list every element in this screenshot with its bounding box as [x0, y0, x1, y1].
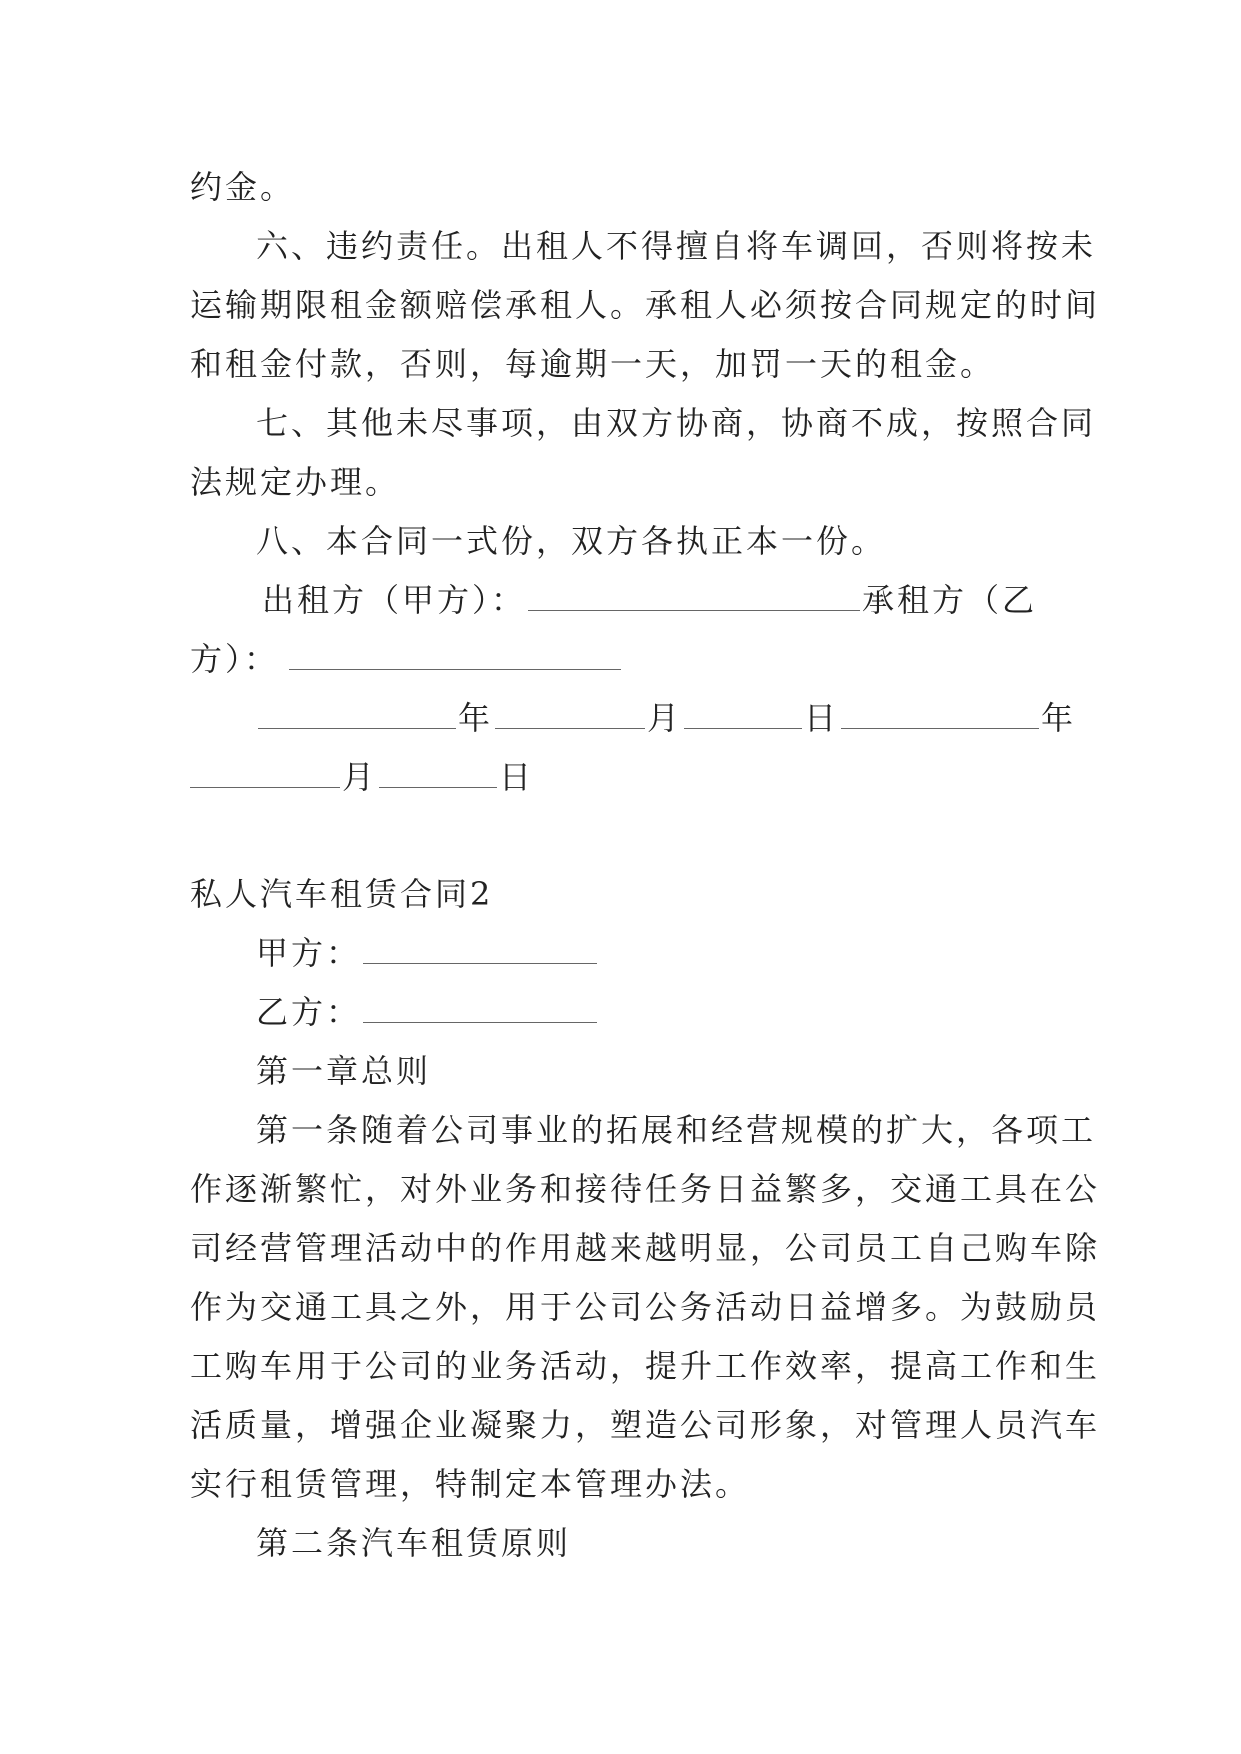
date-blank: [684, 700, 802, 729]
lessee-label: 承租方（乙: [862, 581, 1038, 619]
article-heading: 第二条汽车租赁原则: [256, 1524, 572, 1562]
text-line: 运输期限租金额赔偿承租人。承租人必须按合同规定的时间: [190, 286, 1101, 324]
date-blank: [190, 759, 340, 788]
year-label: 年: [458, 699, 494, 737]
text-line: 六、违约责任。出租人不得擅自将车调回，否则将按未: [256, 227, 1097, 265]
date-blank: [379, 759, 497, 788]
party-a-line: [190, 924, 1054, 983]
date-blank: [495, 700, 645, 729]
day-label: 日: [499, 758, 535, 796]
party-a-label: 甲方：: [256, 934, 362, 972]
party-b-line: [190, 983, 1054, 1042]
text-line: 作逐渐繁忙，对外业务和接待任务日益繁多，交通工具在公: [190, 1170, 1101, 1208]
signature-line-parties: [190, 571, 1054, 630]
signature-line-parties-cont: [190, 630, 1054, 689]
chapter-heading: 第一章总则: [256, 1052, 432, 1090]
lessee-blank: [289, 641, 621, 670]
date-blank: [258, 700, 456, 729]
month-label: 月: [647, 699, 683, 737]
text-line: 约金。: [190, 168, 296, 206]
lessee-label-cont: 方）：: [190, 640, 280, 678]
text-line: 活质量，增强企业凝聚力，塑造公司形象，对管理人员汽车: [190, 1406, 1101, 1444]
party-b-blank: [363, 994, 597, 1023]
text-line: 司经营管理活动中的作用越来越明显，公司员工自己购车除: [190, 1229, 1101, 1267]
signature-date-line: [190, 689, 1077, 748]
text-line: 八、本合同一式份，双方各执正本一份。: [256, 522, 887, 560]
party-b-label: 乙方：: [256, 993, 362, 1031]
signature-date-line-cont: [190, 748, 1054, 807]
document-body: [190, 158, 1101, 1573]
text-line: 法规定办理。: [190, 463, 401, 501]
text-line: 作为交通工具之外，用于公司公务活动日益增多。为鼓励员: [190, 1288, 1101, 1326]
text-line: 和租金付款，否则，每逾期一天，加罚一天的租金。: [190, 345, 996, 383]
lessor-blank: [528, 582, 860, 611]
month-label: 月: [342, 758, 378, 796]
text-line: 第一条随着公司事业的拓展和经营规模的扩大，各项工: [256, 1111, 1097, 1149]
date-blank: [841, 700, 1039, 729]
text-line: 实行租赁管理，特制定本管理办法。: [190, 1465, 751, 1503]
lessor-label: 出租方（甲方）：: [262, 581, 527, 619]
year-label: 年: [1041, 699, 1077, 737]
day-label: 日: [804, 699, 840, 737]
text-line: 工购车用于公司的业务活动，提升工作效率，提高工作和生: [190, 1347, 1101, 1385]
party-a-blank: [363, 935, 597, 964]
text-line: 七、其他未尽事项，由双方协商，协商不成，按照合同: [256, 404, 1097, 442]
contract-title: 私人汽车租赁合同2: [190, 875, 494, 913]
